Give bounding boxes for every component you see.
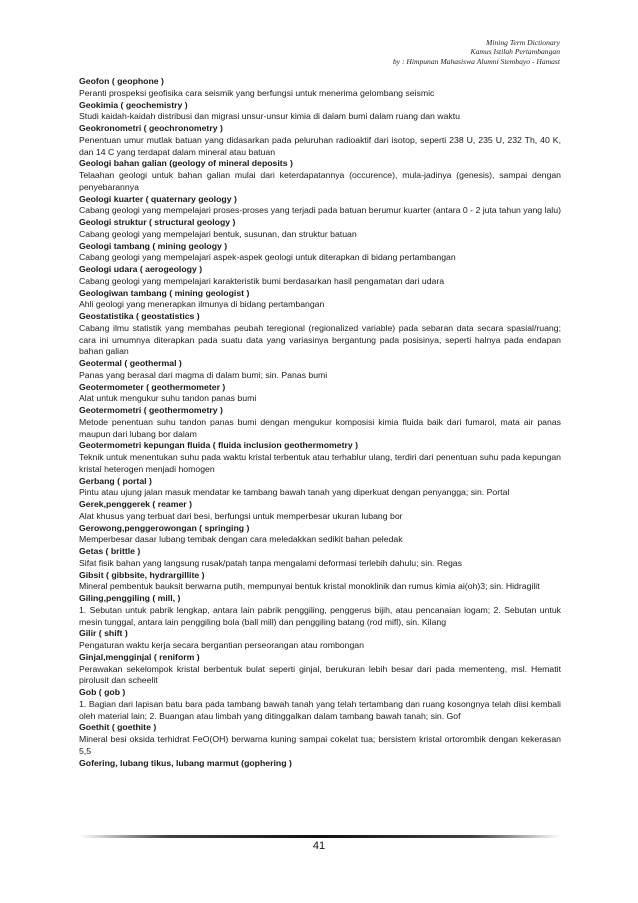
entry-term: Geologiwan tambang ( mining geologist ) xyxy=(79,287,250,298)
entry xyxy=(79,311,561,358)
header-subtitle: Kamus Istilah Pertambangan xyxy=(470,47,560,57)
entry-term: Geologi bahan galian (geology of mineral deposits ) xyxy=(79,158,293,169)
entry-term: Gerek,penggerek ( reamer ) xyxy=(79,499,192,509)
entry-definition: Cabang ilmu statistik yang membahas peubah teregional (regionalized variable) pada sebaran data secara spasial/ruang; cara ini umumnya diterapkan pada suatu data yang variasinya bergantung pada posisinya, seperti halnya pada endapan bahan galian xyxy=(79,322,561,357)
entry-definition: Panas yang berasal dari magma di dalam bumi; sin. Panas bumi xyxy=(79,369,328,380)
entry-definition: Teknik untuk menentukan suhu pada waktu kristal terbentuk atau terhablur ulang, terdiri dari penentuan suhu pada kepungan kristal heterogen menjadi homogen xyxy=(79,452,561,474)
footer-divider xyxy=(79,835,561,838)
entry-term: Goethit ( goethite ) xyxy=(79,722,157,733)
entry-definition: Penentuan umur mutlak batuan yang didasarkan pada peluruhan radioaktif dari isotop, seperti 238 U, 235 U, 232 Th, 40 K, dan 14 C yang terdapat dalam mineral atau batuan xyxy=(79,134,561,157)
entry xyxy=(79,241,561,265)
entry-term: Geotermal ( geothermal ) xyxy=(79,358,182,368)
entry xyxy=(79,722,561,757)
entry xyxy=(79,158,561,193)
entry xyxy=(79,687,561,722)
entry-definition: Studi kaidah-kaidah distribusi dan migrasi unsur-unsur kimia di dalam bumi dalam ruang dan waktu xyxy=(79,111,460,122)
entry-definition: Alat khusus yang terbuat dari besi, berfungsi untuk memperbesar ukuran lubang bor xyxy=(79,510,403,521)
entry xyxy=(79,440,561,475)
entry-definition: Telaahan geologi untuk bahan galian mulai dari keterdapatannya (occurence), mula-jadinya (genesis), sampai dengan penyebarannya xyxy=(79,170,561,192)
entry xyxy=(79,758,561,770)
entry-definition: Memperbesar dasar lubang tembak dengan cara meledakkan sedikit bahan peledak xyxy=(79,534,403,545)
entry-term: Ginjal,mengginjal ( reniform ) xyxy=(79,651,200,662)
entry-term: Gerbang ( portal ) xyxy=(79,475,152,486)
entry xyxy=(79,405,561,440)
entry-definition: Sifat fisik bahan yang langsung rusak/patah tanpa mengalami deformasi terlebih dahulu; sin. Regas xyxy=(79,557,462,568)
entry xyxy=(79,652,561,687)
header-author: by : Himpunan Mahasiswa Alumni Stembayo - Hamast xyxy=(392,56,560,66)
dictionary-entries xyxy=(79,76,561,769)
entry-term: Gibsit ( gibbsite, hydrargillite ) xyxy=(79,569,205,580)
entry xyxy=(79,288,561,312)
entry xyxy=(79,76,561,100)
entry xyxy=(79,546,561,570)
entry-term: Gerowong,penggerowongan ( springing ) xyxy=(79,522,250,533)
entry-definition: Peranti prospeksi geofisika cara seismik yang berfungsi untuk menerima gelombang seismic xyxy=(79,87,435,98)
entry-definition: Metode penentuan suhu tandon panas bumi dengan mengukur komposisi kimia fluida baik dari fumarol, mata air panas maupun dari lubang bor dalam xyxy=(79,416,561,439)
entry-definition: Cabang geologi yang mempelajari bentuk, susunan, dan struktur batuan xyxy=(79,228,357,239)
entry-term: Geotermometri ( geothermometry ) xyxy=(79,405,223,415)
entry-term: Gofering, lubang tikus, lubang marmut (gophering ) xyxy=(79,757,292,768)
entry-definition: 1. Bagian dari lapisan batu bara pada tambang bawah tanah yang telah tertambang dan ruang kosongnya telah diisi kembali oleh material lain; 2. Buangan atau limbah yang ditinggalkan dalam tambang bawah tanah; sin. Gof xyxy=(79,698,561,721)
entry-definition: Alat untuk mengukur suhu tandon panas bumi xyxy=(79,393,257,404)
entry xyxy=(79,264,561,288)
entry xyxy=(79,570,561,594)
entry xyxy=(79,523,561,547)
entry-term: Getas ( brittle ) xyxy=(79,546,141,556)
entry-term: Geotermometer ( geothermometer ) xyxy=(79,381,226,392)
entry xyxy=(79,593,561,628)
entry-term: Geologi kuarter ( quaternary geology ) xyxy=(79,193,237,204)
entry-definition: Ahli geologi yang menerapkan ilmunya di bidang pertambangan xyxy=(79,299,325,310)
entry xyxy=(79,123,561,158)
entry-term: Gilir ( shift ) xyxy=(79,628,128,639)
entry-definition: Pintu atau ujung jalan masuk mendatar ke tambang bawah tanah yang diperkuat dengan penyangga; sin. Portal xyxy=(79,487,510,498)
entry-term: Geostatistika ( geostatistics ) xyxy=(79,311,200,321)
entry-term: Geotermometri kepungan fluida ( fluida inclusion geothermometry ) xyxy=(79,440,358,451)
entry-term: Gob ( gob ) xyxy=(79,687,126,697)
entry xyxy=(79,476,561,500)
page-number: 41 xyxy=(312,840,326,852)
entry xyxy=(79,100,561,124)
entry-definition: Pengaturan waktu kerja secara bergantian perseorangan atau rombongan xyxy=(79,640,364,650)
entry-definition: Mineral pembentuk bauksit berwarna putih, mempunyai bentuk kristal monoklinik dan rumus kimia ai(oh)3; sin. Hidragilit xyxy=(79,581,540,592)
entry-definition: Perawakan sekelompok kristal berbentuk bulat seperti ginjal, berukuran lebih besar dari pada mementeng, msl. Hematit pirolusit dan scheelit xyxy=(79,663,561,686)
entry-term: Geokronometri ( geochronometry ) xyxy=(79,123,223,133)
entry xyxy=(79,628,561,652)
entry-term: Geofon ( geophone ) xyxy=(79,76,164,86)
entry-definition: Cabang geologi yang mempelajari aspek-aspek geologi untuk diterapkan di bidang pertambangan xyxy=(79,252,456,263)
entry-term: Geologi tambang ( mining geology ) xyxy=(79,240,228,251)
header-title: Mining Term Dictionary xyxy=(486,38,560,47)
entry-definition: Cabang geologi yang mempelajari proses-proses yang terjadi pada batuan berumur kuarter (antara 0 - 2 juta tahun yang lalu) xyxy=(79,205,561,216)
entry xyxy=(79,499,561,523)
entry-term: Geokimia ( geochemistry ) xyxy=(79,99,188,110)
entry-term: Giling,penggiling ( mill, ) xyxy=(79,593,181,603)
entry xyxy=(79,217,561,241)
page-header xyxy=(200,38,560,66)
entry xyxy=(79,194,561,218)
entry-definition: Cabang geologi yang mempelajari karakteristik bumi berdasarkan hasil pengamatan dari udara xyxy=(79,275,445,286)
entry-term: Geologi struktur ( structural geology ) xyxy=(79,217,236,227)
entry-term: Geologi udara ( aerogeology ) xyxy=(79,264,203,274)
entry xyxy=(79,358,561,382)
entry-definition: 1. Sebutan untuk pabrik lengkap, antara lain pabrik penggiling, penggerus bijih, atau pencanaian logam; 2. Sebutan untuk mesin tunggal, antara lain penggiling bola (ball mill) dan penggiling batang (rod mifl), sin. Kilang xyxy=(79,604,561,627)
entry xyxy=(79,382,561,406)
entry-definition: Mineral besi oksida terhidrat FeO(OH) berwarna kuning sampai cokelat tua; bersistem kristal ortorombik dengan kekerasan 5,5 xyxy=(79,734,561,756)
